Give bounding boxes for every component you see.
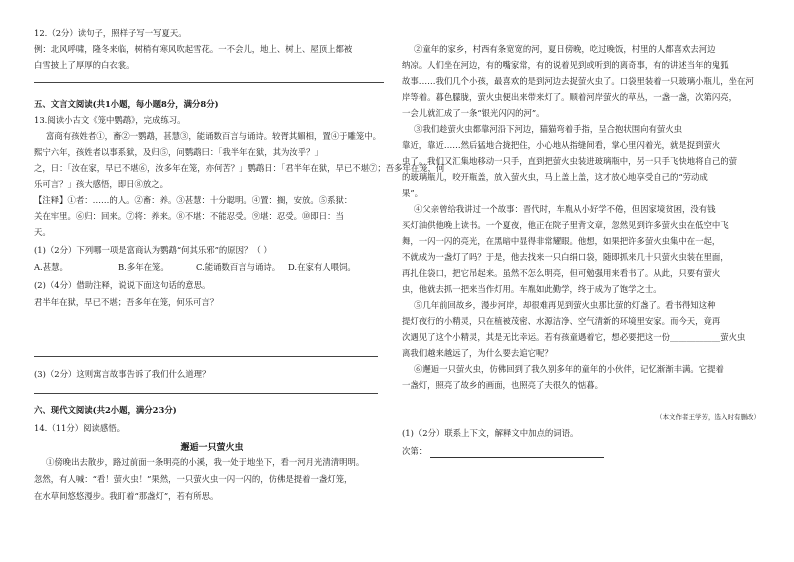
notes-line2: 关在牢里。⑥归：回来。⑦将：养来。⑧不堪：不能忍受。⑨堪：忍受。⑩即日：当: [34, 211, 344, 221]
para6-line2: 一盏灯，照亮了故乡的画面，也照亮了夫很久的惦暮。: [402, 380, 603, 390]
section5-heading: 五、文言文阅读(共1小题，每小题8分，满分8分): [34, 99, 219, 109]
para6-line1: ⑥邂逅一只萤火虫，仿佛回到了我久别多年的童年的小伙伴，记忆渐渐丰满。它提着: [414, 364, 724, 374]
para3-line2: 靠近，靠近……然后猛地合拢把住，小心地从指缝间看，掌心里闪着光，就是捉到萤火: [402, 140, 721, 150]
para3-line1: ③我们趁萤火虫都靠河沿下河边，猫猫弯着手指，呈合抱状围向有萤火虫: [414, 124, 682, 134]
para2-line5: 一会儿就汇成了一条“银光闪闪的河”。: [402, 108, 545, 118]
passage-line4: 乐可言？」孩大感悟，即日⑧放之。: [34, 179, 168, 189]
para5-line2: 提灯夜行的小精灵，只在植被茂密、水源洁净、空气清新的环境里安家。而今天，竟再: [402, 316, 721, 326]
para5-line1: ⑤几年前回故乡，漫步河岸，却很难再见到萤火虫那比萤的灯盏了。看书得知这种: [414, 300, 716, 310]
q14-1-label: 次第：: [402, 446, 428, 456]
option-d[interactable]: D.在家有人喂饲。: [288, 262, 356, 272]
passage-line3: 之，日：「汝在家，早已不堪⑥，汝多年在笼，亦何苦？」鹦鹉日：「君半年在狱，早已不堪⑦；吾多年在笼，何: [34, 163, 445, 173]
q13-2-answer-line[interactable]: [34, 356, 378, 357]
para3-line4: 的玻璃瓶儿，咬开瓶盖，放入萤火虫，马上盖上盖，这才放心地享受自己的“劳动成: [402, 172, 708, 182]
para1-line1: ①傍晚出去散步，路过前面一条明亮的小溪，我一处于地坐下，看一河月光清清明明。: [46, 457, 365, 467]
para3-line5: 果”。: [402, 188, 424, 198]
section6-heading: 六、现代文阅读(共2小题，满分23分): [34, 405, 177, 415]
para5-line3: 次遇见了这个小精灵，其是无比幸运。若有孩童遇着它，想必要把这一份____________萤火虫: [402, 332, 746, 342]
para2-line3: 故事……我们几个小孩，最喜欢的是到河边去捉萤火虫了。口袋里装着一只玻璃小瓶儿，坐在河: [402, 76, 754, 86]
passage-line1: 富商有孩姓者①，畜②一鹦鹉，甚慧③，能诵数百言与诵诗。较胥其媚相，置④于雕笼中。: [46, 131, 381, 141]
q14-1-answer-line[interactable]: [430, 457, 604, 458]
para4-line1: ④父亲曾给我讲过一个故事：晋代时，车胤从小好学不倦，但因家境贫困，没有钱: [414, 204, 716, 214]
para4-line4: 不就成为一盏灯了吗？于是，他去找来一只白绢口袋，随即抓来几十只萤火虫装在里面，: [402, 252, 729, 262]
option-a[interactable]: A.甚慧。: [34, 262, 68, 272]
option-b[interactable]: B.多年在笼。: [118, 262, 169, 272]
para4-line3: 舞，一闪一闪的亮光，在黑暗中显得非常耀眼。他想，如果把许多萤火虫集中在一起，: [402, 236, 721, 246]
para4-line5: 再扎住袋口，把它吊起来。虽然不怎么明亮，但可勉强用来看书了。从此，只要有萤火: [402, 268, 721, 278]
q12-stem: 12.（2分）读句子，照样子写一写夏天。: [34, 28, 187, 38]
q13-2-quote: 君半年在狱，早已不堪；吾多年在笼，何乐可言？: [34, 297, 219, 307]
para5-line4: 离我们越来越远了，为什么要去追它呢？: [402, 348, 553, 358]
para4-line6: 虫，他就去抓一把来当作灯用。车胤如此勤学，终于成为了饱学之士。: [402, 284, 662, 294]
option-c[interactable]: C.能诵数百言与诵诗。: [196, 262, 281, 272]
q14-stem: 14.（11分）阅读感悟。: [34, 423, 125, 433]
q13-stem: 13.阅读小古文《笼中鹦鹉》，完成练习。: [34, 115, 186, 125]
para1-line2: 忽然，有人喊：“看！萤火虫！”果然，一只萤火虫一闪一闪的，仿佛是提着一盏灯笼，: [34, 474, 353, 484]
para3-line3: 虫了。我们又汇集地移动一只手，直到把萤火虫装进玻璃瓶中，另一只手飞快地将自己的萤: [402, 156, 737, 166]
passage-line2: 熙宁六年，孩姓者以事系狱，及归⑤，问鹦鹉曰：「我半年在狱，其为汝乎？」: [34, 147, 323, 157]
notes-line3: 天。: [34, 227, 51, 237]
q13-1-stem: (1)（2分）下列哪一项是富商认为鹦鹉“何其乐邪”的原因？（ ）: [34, 245, 272, 255]
para1-line3: 在水草间悠悠漫步。我盯着“那盏灯”，若有所思。: [34, 491, 219, 501]
para2-line1: ②童年的家乡，村西有条宽宽的河，夏日傍晚，吃过晚饭，村里的人都喜欢去河边: [414, 44, 716, 54]
q13-3-stem: (3)（2分）这则寓言故事告诉了我们什么道理？: [34, 369, 211, 379]
q13-2-stem: (2)（4分）借助注释，说说下面这句话的意思。: [34, 280, 211, 290]
para2-line4: 岸等着。暮色朦胧，萤火虫便出来带来灯了。顺着河岸萤火的草丛，一盏一盏，次第闪亮，: [402, 92, 737, 102]
article-credit: （本文作者王学芳，选入时有删改）: [656, 413, 760, 421]
q13-3-answer-line[interactable]: [34, 393, 378, 394]
q12-example-line1: 例：北风呼啸，隆冬来临，树梢有寒风吹起雪花。一不会儿，地上、树上、屋顶上都被: [34, 44, 353, 54]
q14-1-stem: (1)（2分）联系上下文，解释文中加点的词语。: [402, 428, 579, 438]
para4-line2: 买灯油供他晚上读书。一个夏夜，他正在院子里背文章，忽然见到许多萤火虫在低空中飞: [402, 220, 729, 230]
article-title: 邂逅一只萤火虫: [180, 443, 244, 453]
q12-answer-line[interactable]: [34, 82, 384, 83]
q12-example-line2: 白雪披上了厚厚的白衣裳。: [34, 60, 135, 70]
para2-line2: 纳凉。人们坐在河边，有的嘴家常，有的说着见到或听到的离奇事，有的讲述当年的鬼狐: [402, 60, 729, 70]
notes-line1: 【注释】①者：……的人。②畜：养。③甚慧：十分聪明。④置：搁，安放。⑤系狱：: [34, 195, 353, 205]
